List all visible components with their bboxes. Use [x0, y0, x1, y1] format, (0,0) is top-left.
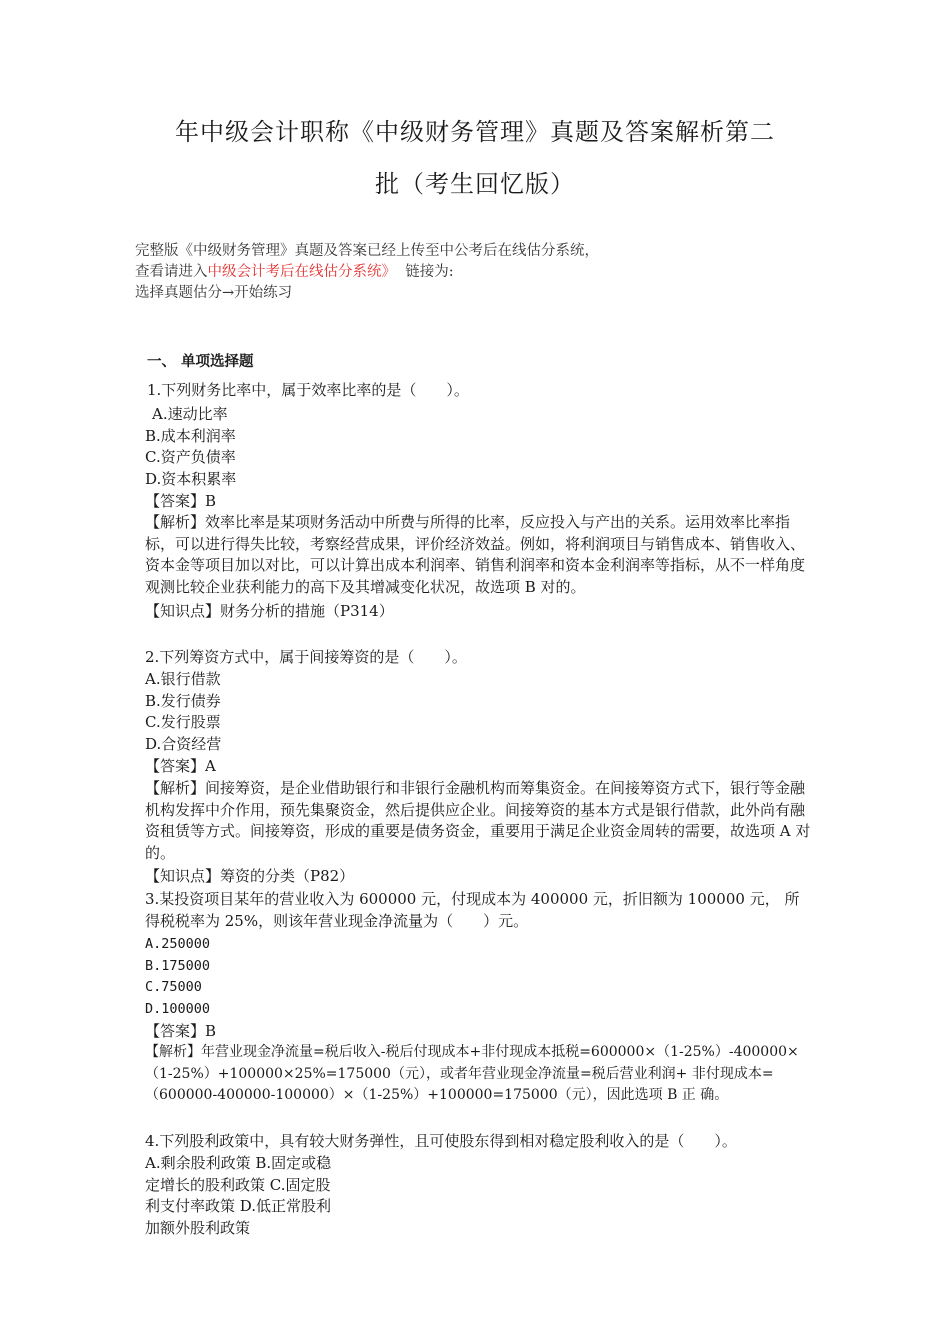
intro-line-3: 选择真题估分→开始练习 — [135, 285, 293, 301]
intro-prefix: 查看请进入 — [135, 264, 208, 280]
title-line-1: 年中级会计职称《中级财务管理》真题及答案解析第二 — [175, 118, 775, 146]
option: C.资产负债率 — [145, 448, 236, 466]
option-line: 利支付率政策 D.低正常股利 — [145, 1197, 332, 1215]
option: B.175000 — [145, 958, 211, 974]
knowledge-point: 【知识点】财务分析的措施（P314） — [145, 602, 394, 620]
option: D.合资经营 — [145, 735, 222, 753]
question-stem: 4.下列股利政策中，具有较大财务弹性，且可使股东得到相对稳定股利收入的是（ ）。 — [145, 1132, 737, 1150]
question-stem: 1.下列财务比率中，属于效率比率的是（ ）。 — [147, 381, 469, 399]
intro-line-1: 完整版《中级财务管理》真题及答案已经上传至中公考后在线估分系统， — [135, 243, 599, 259]
option: A.银行借款 — [145, 670, 221, 688]
intro-suffix: 链接为: — [396, 264, 454, 280]
knowledge-point: 【知识点】筹资的分类（P82） — [145, 867, 355, 885]
analysis: 【解析】效率比率是某项财务活动中所费与所得的比率，反应投入与产出的关系。运用效率比率指标，可以进行得失比较，考察经营成果，评价经济效益。例如，将利润项目与销售成本、销售收入、资本金等项目加以对比，可以计算出成本利润率、销售利润率和资本金利润率等指标，从不一样角度观测比较企业获利能力的高下及其增减变化状况，故选项 B 对的。 — [145, 513, 806, 597]
estimate-system-link[interactable]: 中级会计考后在线估分系统》 — [207, 264, 396, 280]
option: D.资本积累率 — [145, 470, 237, 488]
question-stem: 2.下列筹资方式中，属于间接筹资的是（ ）。 — [145, 648, 467, 666]
option-line: 定增长的股利政策 C.固定股 — [145, 1176, 331, 1194]
option: C.发行股票 — [145, 713, 221, 731]
section-heading: 一、 单项选择题 — [147, 353, 254, 370]
option: A.250000 — [145, 936, 211, 952]
answer: 【答案】B — [145, 492, 217, 510]
option: A.速动比率 — [152, 405, 228, 423]
answer: 【答案】A — [145, 757, 216, 775]
option: D.100000 — [145, 1001, 211, 1017]
analysis: 【解析】间接筹资，是企业借助银行和非银行金融机构而筹集资金。在间接筹资方式下，银行等金融机构发挥中介作用，预先集聚资金，然后提供应企业。间接筹资的基本方式是银行借款，此外尚有融资租赁等方式。间接筹资，形成的重要是债务资金，重要用于满足企业资金周转的需要，故选项 A 对的。 — [145, 779, 811, 863]
option: B.发行债券 — [145, 692, 221, 710]
option: C.75000 — [145, 979, 202, 995]
title-line-2: 批（考生回忆版） — [375, 170, 575, 198]
option-line: A.剩余股利政策 B.固定或稳 — [145, 1154, 332, 1172]
question-stem: 3.某投资项目某年的营业收入为 600000 元，付现成本为 400000 元，折旧额为 100000 元， 所得税税率为 25%，则该年营业现金净流量为（ ）元。 — [145, 890, 800, 930]
intro-line-2 — [135, 262, 454, 282]
analysis: 【解析】年营业现金净流量=税后收入-税后付现成本+非付现成本抵税=600000×（1-25%）-400000×（1-25%）+100000×25%=175000（元），或者年营业现金净流量=税后营业利润+ 非付现成本=（600000-400000-100000）×（1-25%）+100000=175000（元），因此选项 B 正 确。 — [145, 1044, 799, 1104]
answer: 【答案】B — [145, 1022, 217, 1040]
option-line: 加额外股利政策 — [145, 1219, 251, 1237]
option: B.成本利润率 — [145, 427, 236, 445]
